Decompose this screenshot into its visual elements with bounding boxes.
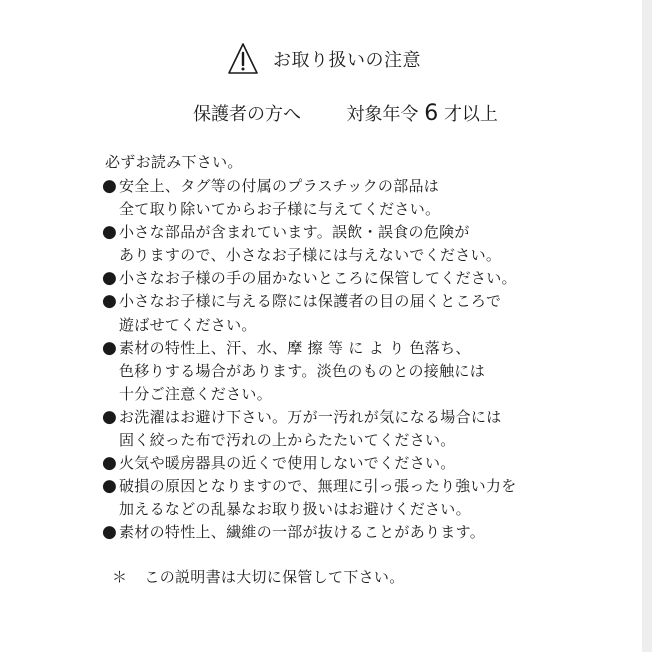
caution-text-line: 素材の特性上、繊維の一部が抜けることがあります。 (119, 523, 486, 542)
bullet-dot: ● (102, 176, 118, 196)
bullet-dot: ● (102, 476, 118, 497)
age-prefix: 対象年令 (346, 104, 419, 125)
bullet-dot: ● (102, 337, 118, 358)
audience-label: 保護者の方へ (193, 104, 301, 125)
caution-text-line: 遊ばせてください。 (119, 315, 257, 334)
warning-triangle-icon (227, 42, 259, 76)
caution-text-line: ありますので、小さなお子様には与えないでください。 (119, 246, 502, 265)
bullet-dot: ● (102, 522, 118, 543)
caution-item (102, 337, 562, 406)
intro-text: 必ずお読み下さい。 (105, 153, 243, 171)
age-number: 6 (424, 101, 439, 126)
caution-text-line: 全て取り除いてからお子様に与えてください。 (119, 200, 441, 219)
bullet-dot: ● (102, 453, 118, 474)
page-edge-strip (642, 0, 652, 652)
subtitle (193, 100, 498, 126)
page-title: お取り扱いの注意 (273, 50, 421, 71)
caution-text-line: 安全上、タグ等の付属のプラスチックの部品は (119, 177, 440, 195)
caution-text-line: お洗濯はお避け下さい。万が一汚れが気になる場合には (119, 407, 502, 426)
caution-text-line: 色移りする場合があります。淡色のものとの接触には (119, 361, 486, 380)
age-suffix: 才以上 (443, 104, 498, 125)
caution-text-line: 小さなお子様の手の届かないところに保管してください。 (119, 269, 517, 288)
footer-text: この説明書は大切に保管して下さい。 (144, 568, 405, 586)
caution-item (102, 475, 562, 521)
asterisk-mark: ＊ (112, 568, 128, 586)
caution-text-line: 小さな部品が含まれています。誤飲・誤食の危険が (119, 223, 470, 242)
footer-note (112, 566, 405, 587)
bullet-dot: ● (102, 291, 118, 312)
bullet-dot: ● (102, 222, 118, 243)
caution-text-line: 小さなお子様に与える際には保護者の目の届くところで (119, 292, 502, 311)
caution-text-line: 破損の原因となりますので、無理に引っ張ったり強い力を (119, 477, 517, 496)
caution-text-line: 十分ご注意ください。 (119, 384, 273, 403)
caution-text-line: 固く絞った布で汚れの上からたたいてください。 (119, 431, 456, 450)
caution-item (102, 175, 562, 221)
caution-list (102, 175, 562, 545)
caution-item (102, 221, 562, 267)
caution-item (102, 267, 562, 290)
caution-text-line: 火気や暖房器具の近くで使用しないでください。 (119, 454, 456, 473)
caution-item (102, 521, 562, 544)
caution-text-line: 素材の特性上、汗、水、摩 擦 等 に よ り 色落ち、 (119, 338, 471, 357)
bullet-dot: ● (102, 268, 118, 289)
caution-text-line: 加えるなどの乱暴なお取り扱いはお避けください。 (119, 500, 471, 519)
caution-item (102, 452, 562, 475)
title-row (0, 42, 652, 76)
bullet-dot: ● (102, 406, 118, 427)
caution-item (102, 290, 562, 336)
caution-item (102, 406, 562, 452)
